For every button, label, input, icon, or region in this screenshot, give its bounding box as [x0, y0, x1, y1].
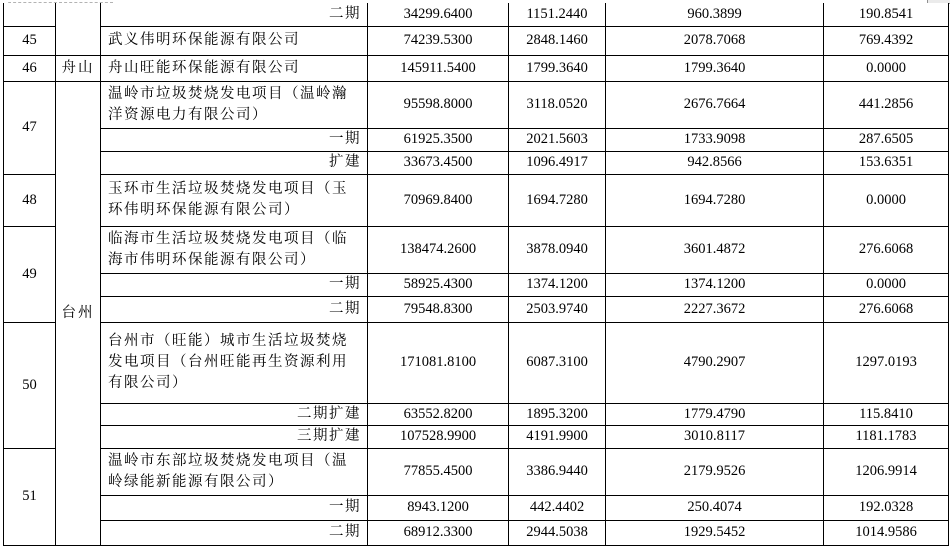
value-cell: 74239.5300: [368, 26, 509, 55]
value-cell: 70969.8400: [368, 174, 509, 226]
city-cell-zhoushan: 舟山: [56, 55, 101, 81]
value-cell: 0.0000: [824, 55, 949, 81]
phase-label-cell: 二期扩建: [101, 403, 368, 425]
value-cell: 153.6351: [824, 151, 949, 174]
table-row: [4, 296, 949, 322]
value-cell: 441.2856: [824, 81, 949, 128]
value-cell: 79548.8300: [368, 296, 509, 322]
value-cell: 171081.8100: [368, 322, 509, 403]
value-cell: 58925.4300: [368, 273, 509, 296]
value-cell: 2944.5038: [509, 520, 606, 545]
value-cell: 1374.1200: [606, 273, 824, 296]
value-cell: 61925.3500: [368, 128, 509, 151]
project-name-cell: 临海市生活垃圾焚烧发电项目（临海市伟明环保能源有限公司）: [101, 226, 368, 273]
row-number-cell: 49: [4, 226, 56, 322]
value-cell: 3386.9440: [509, 448, 606, 495]
phase-label-cell: 二期: [101, 296, 368, 322]
table-row: [4, 81, 949, 128]
project-name-cell: 温岭市东部垃圾焚烧发电项目（温岭绿能新能源有限公司）: [101, 448, 368, 495]
value-cell: 2078.7068: [606, 26, 824, 55]
value-cell: 1014.9586: [824, 520, 949, 545]
value-cell: 2227.3672: [606, 296, 824, 322]
table-row: [4, 495, 949, 520]
value-cell: 1151.2440: [509, 3, 606, 26]
value-cell: 95598.8000: [368, 81, 509, 128]
table-row: [4, 26, 949, 55]
value-cell: 115.8410: [824, 403, 949, 425]
row-number-cell: 46: [4, 55, 56, 81]
phase-label-cell: 三期扩建: [101, 425, 368, 448]
row-number-cell: 50: [4, 322, 56, 448]
table-row: [4, 448, 949, 495]
phase-label-cell: 二期: [101, 520, 368, 545]
table-row: [4, 425, 949, 448]
value-cell: 68912.3300: [368, 520, 509, 545]
value-cell: 34299.6400: [368, 3, 509, 26]
value-cell: 276.6068: [824, 226, 949, 273]
phase-label-cell: 二期: [101, 3, 368, 26]
value-cell: 3010.8117: [606, 425, 824, 448]
value-cell: 442.4402: [509, 495, 606, 520]
value-cell: 2676.7664: [606, 81, 824, 128]
value-cell: 4191.9900: [509, 425, 606, 448]
table-row: [4, 322, 949, 403]
row-number-cell: 47: [4, 81, 56, 174]
value-cell: 33673.4500: [368, 151, 509, 174]
value-cell: 145911.5400: [368, 55, 509, 81]
row-number-cell: 48: [4, 174, 56, 226]
value-cell: 1096.4917: [509, 151, 606, 174]
value-cell: 4790.2907: [606, 322, 824, 403]
phase-label-cell: 一期: [101, 273, 368, 296]
value-cell: 276.6068: [824, 296, 949, 322]
project-name-cell: 舟山旺能环保能源有限公司: [101, 55, 368, 81]
value-cell: 1181.1783: [824, 425, 949, 448]
table-row: [4, 273, 949, 296]
value-cell: 2848.1460: [509, 26, 606, 55]
value-cell: 63552.8200: [368, 403, 509, 425]
value-cell: 250.4074: [606, 495, 824, 520]
value-cell: 2021.5603: [509, 128, 606, 151]
table-row: [4, 3, 949, 26]
value-cell: 1297.0193: [824, 322, 949, 403]
value-cell: 138474.2600: [368, 226, 509, 273]
value-cell: 107528.9900: [368, 425, 509, 448]
value-cell: 1206.9914: [824, 448, 949, 495]
table-row: [4, 151, 949, 174]
value-cell: 2503.9740: [509, 296, 606, 322]
row-number-cell: 45: [4, 26, 56, 55]
value-cell: 0.0000: [824, 174, 949, 226]
value-cell: 769.4392: [824, 26, 949, 55]
value-cell: 8943.1200: [368, 495, 509, 520]
city-cell-empty: [56, 3, 101, 55]
value-cell: 6087.3100: [509, 322, 606, 403]
table-row: [4, 520, 949, 545]
project-name-cell: 玉环市生活垃圾焚烧发电项目（玉环伟明环保能源有限公司）: [101, 174, 368, 226]
phase-label-cell: 扩建: [101, 151, 368, 174]
table-row: [4, 403, 949, 425]
project-name-cell: 武义伟明环保能源有限公司: [101, 26, 368, 55]
value-cell: 77855.4500: [368, 448, 509, 495]
value-cell: 2179.9526: [606, 448, 824, 495]
value-cell: 190.8541: [824, 3, 949, 26]
row-number-cell: [4, 3, 56, 26]
value-cell: 3601.4872: [606, 226, 824, 273]
value-cell: 1799.3640: [606, 55, 824, 81]
value-cell: 1733.9098: [606, 128, 824, 151]
city-cell-taizhou: 台州: [56, 81, 101, 545]
value-cell: 192.0328: [824, 495, 949, 520]
table-row: [4, 226, 949, 273]
value-cell: 3878.0940: [509, 226, 606, 273]
value-cell: 1895.3200: [509, 403, 606, 425]
value-cell: 1374.1200: [509, 273, 606, 296]
row-number-cell: 51: [4, 448, 56, 545]
value-cell: 1779.4790: [606, 403, 824, 425]
table-row: [4, 128, 949, 151]
table-row: [4, 55, 949, 81]
table-row: [4, 174, 949, 226]
projects-table: [3, 3, 949, 546]
project-name-cell: 台州市（旺能）城市生活垃圾焚烧发电项目（台州旺能再生资源利用有限公司）: [101, 322, 368, 403]
value-cell: 942.8566: [606, 151, 824, 174]
value-cell: 3118.0520: [509, 81, 606, 128]
value-cell: 0.0000: [824, 273, 949, 296]
value-cell: 1929.5452: [606, 520, 824, 545]
value-cell: 960.3899: [606, 3, 824, 26]
value-cell: 1694.7280: [509, 174, 606, 226]
value-cell: 287.6505: [824, 128, 949, 151]
phase-label-cell: 一期: [101, 128, 368, 151]
phase-label-cell: 一期: [101, 495, 368, 520]
project-name-cell: 温岭市垃圾焚烧发电项目（温岭瀚洋资源电力有限公司）: [101, 81, 368, 128]
value-cell: 1799.3640: [509, 55, 606, 81]
value-cell: 1694.7280: [606, 174, 824, 226]
